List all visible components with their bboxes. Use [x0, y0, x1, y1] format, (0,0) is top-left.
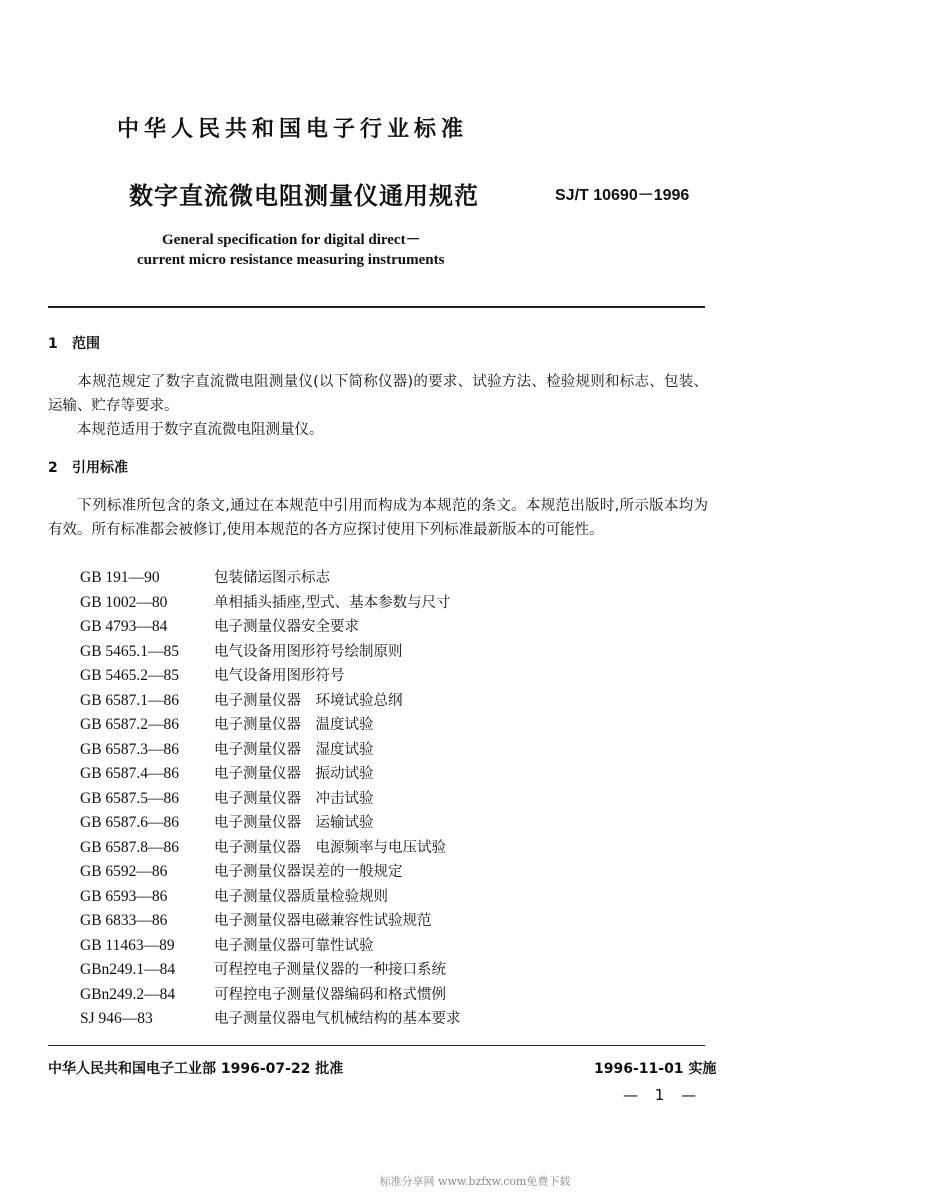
reference-title: 电子测量仪器电气机械结构的基本要求 — [214, 1011, 461, 1027]
reference-item — [80, 664, 461, 689]
implementation-date: 1996-11-01 实施 — [594, 1061, 717, 1077]
reference-code: GB 6587.8—86 — [80, 838, 180, 856]
reference-code: GB 6593—86 — [80, 887, 168, 905]
reference-item — [80, 689, 461, 714]
section-1-heading — [48, 333, 100, 353]
reference-title: 电子测量仪器 湿度试验 — [214, 741, 374, 758]
reference-item — [80, 958, 461, 983]
english-title-line-1: General specification for digital direct－ — [162, 232, 421, 248]
section-2-heading — [48, 457, 128, 477]
reference-title: 可程控电子测量仪器编码和格式惯例 — [214, 986, 446, 1003]
reference-title: 电子测量仪器可靠性试验 — [214, 937, 374, 954]
english-title-line-2: current micro resistance measuring instruments — [137, 252, 445, 268]
reference-item — [80, 591, 461, 616]
header-divider — [48, 306, 705, 308]
reference-item — [80, 787, 461, 812]
page-number: — 1 — — [623, 1086, 703, 1104]
section-1-paragraph-1: 本规范规定了数字直流微电阻测量仪(以下简称仪器)的要求、试验方法、检验规则和标志、包装、运输、贮存等要求。 — [48, 374, 708, 414]
reference-item — [80, 811, 461, 836]
reference-item — [80, 762, 461, 787]
reference-title: 包装储运图示标志 — [214, 570, 330, 586]
site-watermark: 标准分享网 www.bzfxw.com免费下载 — [379, 1175, 571, 1188]
reference-code: GBn249.1—84 — [80, 961, 176, 978]
reference-code: GB 1002—80 — [80, 593, 168, 611]
reference-item — [80, 738, 461, 763]
reference-item — [80, 983, 461, 1008]
section-number: 1 — [48, 336, 58, 352]
reference-code: GB 6587.1—86 — [80, 691, 180, 709]
reference-title: 电子测量仪器 温度试验 — [214, 717, 374, 733]
reference-title: 电子测量仪器 振动试验 — [214, 766, 374, 782]
section-2-paragraph-1: 下列标准所包含的条文,通过在本规范中引用而构成为本规范的条文。本规范出版时,所示版本均为有效。所有标准都会被修订,使用本规范的各方应探讨使用下列标准最新版本的可能性。 — [48, 498, 708, 538]
reference-item — [80, 934, 461, 959]
reference-code: GB 5465.2—85 — [80, 667, 180, 684]
standard-code: SJ/T 10690－1996 — [555, 187, 690, 204]
reference-title: 电子测量仪器 环境试验总纲 — [214, 692, 403, 709]
standard-category-title: 中华人民共和国电子行业标准 — [117, 117, 469, 142]
reference-item — [80, 566, 461, 591]
reference-title: 可程控电子测量仪器的一种接口系统 — [214, 962, 446, 978]
reference-code: GB 11463—89 — [80, 936, 175, 954]
reference-item — [80, 909, 461, 934]
reference-code: GB 5465.1—85 — [80, 642, 180, 660]
reference-title: 电子测量仪器电磁兼容性试验规范 — [214, 913, 432, 929]
reference-code: GB 4793—84 — [80, 618, 168, 635]
section-1-paragraph-2: 本规范适用于数字直流微电阻测量仪。 — [77, 422, 324, 438]
reference-code: GB 6587.6—86 — [80, 814, 180, 831]
reference-title: 电子测量仪器 电源频率与电压试验 — [214, 839, 446, 856]
footer-divider — [48, 1045, 705, 1046]
document-title: 数字直流微电阻测量仪通用规范 — [129, 182, 479, 210]
reference-code: GB 6587.5—86 — [80, 789, 180, 807]
reference-item — [80, 1007, 461, 1032]
reference-code: GB 6587.4—86 — [80, 765, 180, 782]
reference-title: 电子测量仪器 冲击试验 — [214, 790, 374, 807]
section-number: 2 — [48, 460, 58, 476]
reference-title: 电气设备用图形符号绘制原则 — [214, 643, 403, 660]
reference-item — [80, 640, 461, 665]
reference-title: 电子测量仪器 运输试验 — [214, 815, 374, 831]
reference-item — [80, 860, 461, 885]
reference-title: 电子测量仪器安全要求 — [214, 619, 359, 635]
reference-code: GB 191—90 — [80, 569, 160, 586]
reference-title: 单相插头插座,型式、基本参数与尺寸 — [214, 594, 451, 611]
reference-item — [80, 713, 461, 738]
section-title: 范围 — [72, 336, 100, 352]
referenced-standards-list — [80, 566, 461, 1032]
section-title: 引用标准 — [72, 460, 128, 476]
reference-title: 电子测量仪器误差的一般规定 — [214, 864, 403, 880]
reference-code: GBn249.2—84 — [80, 985, 176, 1003]
reference-code: GB 6587.3—86 — [80, 740, 180, 758]
reference-item — [80, 885, 461, 910]
reference-code: GB 6833—86 — [80, 912, 168, 929]
reference-code: SJ 946—83 — [80, 1010, 153, 1027]
reference-title: 电气设备用图形符号 — [214, 668, 345, 684]
reference-title: 电子测量仪器质量检验规则 — [214, 888, 388, 905]
reference-code: GB 6587.2—86 — [80, 716, 180, 733]
reference-item — [80, 836, 461, 861]
reference-item — [80, 615, 461, 640]
reference-code: GB 6592—86 — [80, 863, 168, 880]
approval-statement: 中华人民共和国电子工业部 1996-07-22 批准 — [48, 1061, 344, 1077]
